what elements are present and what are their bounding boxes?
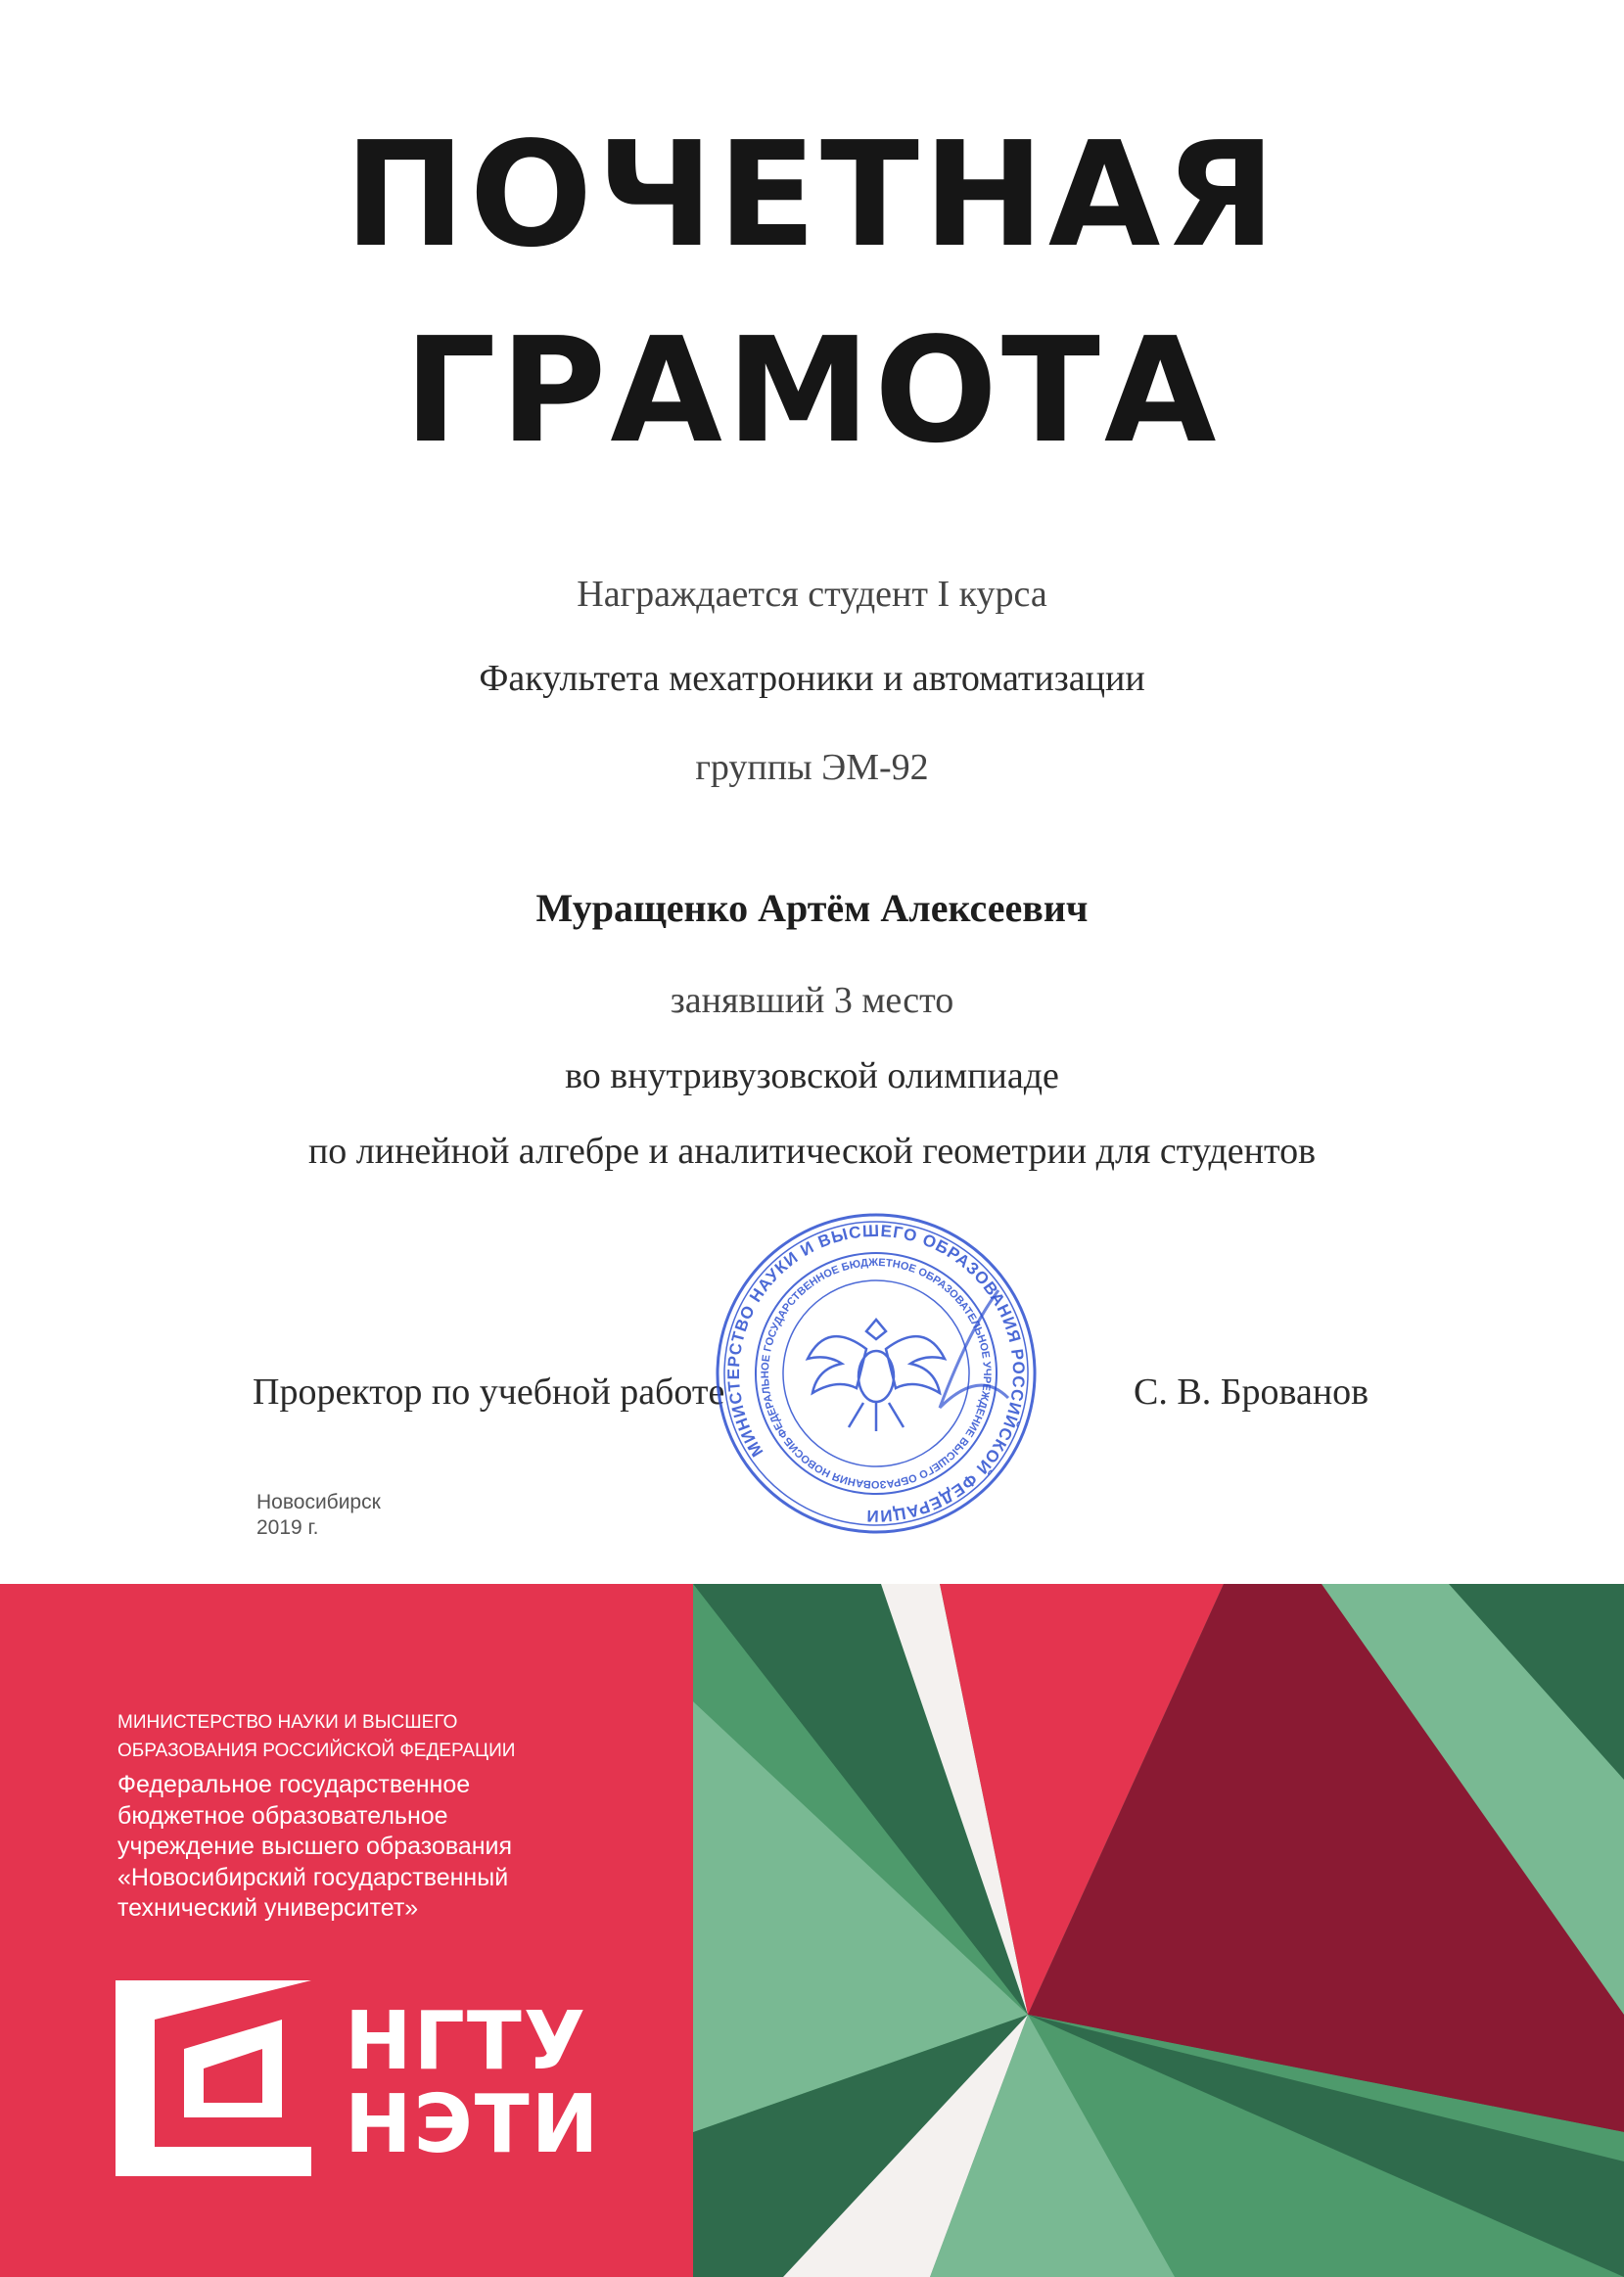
logo-text-neti: НЭТИ: [345, 2078, 601, 2171]
seal-inner-text: ФЕДЕРАЛЬНОЕ ГОСУДАРСТВЕННОЕ БЮДЖЕТНОЕ ОБРАЗОВАТЕЛЬНОЕ УЧРЕЖДЕНИЕ ВЫСШЕГО ОБРАЗОВАНИЯ НОВОСИБИРСКИЙ: [759, 1256, 994, 1491]
geometric-pattern: [693, 1584, 1624, 2277]
subject-line: по линейной алгебре и аналитической геометрии для студентов: [307, 1131, 1317, 1172]
award-line: Награждается студент I курса: [577, 574, 1047, 615]
institution-name: [117, 1770, 666, 1925]
group-line: группы ЭМ-92: [695, 747, 929, 788]
official-seal: [705, 1202, 1047, 1545]
recipient-name: Муращенко Артём Алексеевич: [535, 886, 1089, 930]
logo-text-ngtu: НГТУ: [345, 1995, 588, 2088]
institution-line-3: учреждение высшего образования: [117, 1833, 513, 1860]
certificate-title-line2: ГРАМОТА: [403, 306, 1221, 475]
eagle-emblem-icon: [808, 1320, 945, 1431]
institution-line-1: Федеральное государственное: [117, 1771, 471, 1798]
signatory-name: С. В. Брованов: [1134, 1371, 1369, 1413]
seal-outer-text: МИНИСТЕРСТВО НАУКИ И ВЫСШЕГО ОБРАЗОВАНИЯ РОССИЙСКОЙ ФЕДЕРАЦИИ: [723, 1221, 1029, 1526]
faculty-line: Факультета мехатроники и автоматизации: [479, 658, 1145, 699]
signatory-title: Проректор по учебной работе: [253, 1371, 725, 1413]
institution-line-2: бюджетное образовательное: [117, 1801, 448, 1830]
ministry-line-1: МИНИСТЕРСТВО НАУКИ И ВЫСШЕГО: [117, 1712, 458, 1733]
institution-line-4: «Новосибирский государственный: [117, 1863, 509, 1891]
ministry-name: [117, 1708, 626, 1766]
place-date: [256, 1490, 381, 1542]
city-label: Новосибирск: [256, 1491, 381, 1513]
olympiad-line: во внутривузовской олимпиаде: [565, 1055, 1059, 1096]
institution-line-5: технический университет»: [117, 1894, 419, 1922]
place-line: занявший 3 место: [670, 980, 954, 1021]
year-label: 2019 г.: [256, 1516, 319, 1540]
university-logo-icon: [116, 1980, 311, 2176]
ministry-line-2: ОБРАЗОВАНИЯ РОССИЙСКОЙ ФЕДЕРАЦИИ: [117, 1741, 516, 1762]
certificate-title-line1: ПОЧЕТНАЯ: [344, 111, 1280, 279]
